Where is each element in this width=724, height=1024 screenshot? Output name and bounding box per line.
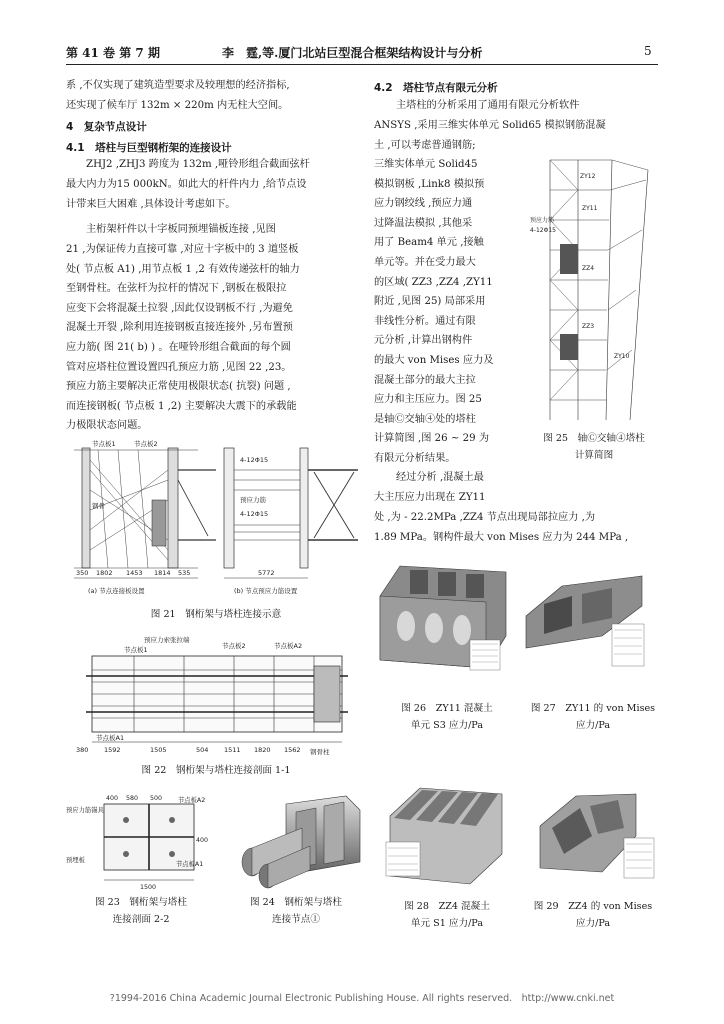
text-line: 混凝土部分的最大主拉 xyxy=(374,374,476,386)
fig25-label: ZY10 xyxy=(614,353,630,360)
caption-fig24 xyxy=(226,894,366,928)
left-intro xyxy=(66,76,366,115)
text-line: 混凝土开裂 ,除利用连接钢板直接连接外 ,另布置预 xyxy=(66,322,293,334)
figure-26-drawing xyxy=(376,556,518,686)
fig22-label: 节点板2 xyxy=(222,642,246,650)
fig22-label: 钢骨柱 xyxy=(310,748,330,756)
right-para1-narrow xyxy=(374,155,514,469)
figure-24 xyxy=(226,792,366,892)
text-line: 管对应塔柱位置设置四孔预应力筋 ,见图 22 ,23。 xyxy=(66,361,292,373)
caption-line: 图 24 钢桁架与塔柱 xyxy=(249,897,342,908)
text-line: 预应力筋主要解决正常使用极限状态( 抗裂) 问题 , xyxy=(66,381,291,393)
caption-line: 图 25 轴Ⓒ交轴④塔柱 xyxy=(543,433,645,444)
fig25-label: ZZ3 xyxy=(582,323,595,330)
figure-23-drawing xyxy=(66,792,216,892)
fig22-label: 节点板1 xyxy=(124,646,148,654)
text-line: 应力和主压应力。图 25 xyxy=(374,394,482,406)
fig21-dim: 5772 xyxy=(258,569,275,577)
fig22-label: 节点板A1 xyxy=(96,734,125,742)
fig21-node-label: 节点板2 xyxy=(134,440,158,448)
fig21-dim: 1453 xyxy=(126,569,143,577)
text-line: 过降温法模拟 ,其他采 xyxy=(374,217,473,229)
fig22-dim: 1592 xyxy=(104,746,121,754)
caption-fig23 xyxy=(66,894,216,928)
figure-29-drawing xyxy=(532,776,660,892)
text-line: ANSYS ,采用三维实体单元 Solid65 模拟钢筋混凝 xyxy=(374,120,606,131)
text-line: 元分析 ,计算出钢构件 xyxy=(374,335,473,347)
fig21-node-label: 节点板1 xyxy=(92,440,116,448)
copyright-footer: ?1994-2016 China Academic Journal Electronic Publishing House. All rights reserved. http://www.cnki.net xyxy=(109,993,615,1004)
fig25-label: ZY11 xyxy=(582,205,598,212)
fig25-label: 4-12Φ15 xyxy=(530,227,556,234)
text-line: 处 ,为 - 22.2MPa ,ZZ4 节点出现局部拉应力 ,为 xyxy=(374,512,596,523)
fig22-dim: 1505 xyxy=(150,746,167,754)
caption-line: 图 26 ZY11 混凝土 xyxy=(401,703,493,714)
text-line: 主塔柱的分析采用了通用有限元分析软件 xyxy=(396,100,580,111)
figure-21-drawing xyxy=(68,440,364,600)
text-line: 系 ,不仅实现了建筑造型要求及较理想的经济指标, xyxy=(66,80,290,91)
fig22-label: 预应力索张拉端 xyxy=(144,636,190,644)
fig23-dim: 1500 xyxy=(140,884,157,891)
caption-fig27 xyxy=(522,700,664,734)
page-number: 5 xyxy=(644,44,652,58)
caption-line: 图 29 ZZ4 的 von Mises xyxy=(533,901,653,912)
text-line: 应力筋( 图 21( b) ) 。在哑铃形组合截面的每个圆 xyxy=(66,341,291,353)
caption-fig21: 图 21 钢桁架与塔柱连接示意 xyxy=(150,609,282,620)
caption-line: 连接节点① xyxy=(272,914,320,925)
left-para2 xyxy=(66,240,366,436)
fig21-dim: 535 xyxy=(178,569,191,577)
caption-line: 图 28 ZZ4 混凝土 xyxy=(404,901,490,912)
caption-line: 应力/Pa xyxy=(575,720,611,731)
fig21-pre-label: 4-12Φ15 xyxy=(240,510,269,518)
text-line: 是轴Ⓒ交轴④处的塔柱 xyxy=(374,413,476,425)
text-line: 处( 节点板 A1) ,用节点板 1 ,2 有效传递弦杆的轴力 xyxy=(66,263,300,275)
text-line: 经过分析 ,混凝土最 xyxy=(396,472,484,483)
left-para1 xyxy=(86,155,366,175)
fig21-pre-label: 4-12Φ15 xyxy=(240,456,269,464)
caption-line: 单元 S1 应力/Pa xyxy=(410,918,484,929)
header-rule xyxy=(66,64,658,65)
fig23-dim: 500 xyxy=(150,795,163,802)
figure-27 xyxy=(522,556,660,686)
text-line: 土 ,可以考虑普通钢筋; xyxy=(374,139,476,151)
left-para2-first xyxy=(86,220,366,240)
fig22-dim: 1511 xyxy=(224,746,241,754)
section-heading-4: 4 复杂节点设计 xyxy=(66,121,147,133)
section-heading-4-2: 4.2 塔柱节点有限元分析 xyxy=(374,82,498,94)
text-line: 单元等。并在受力最大 xyxy=(374,256,476,268)
text-line: ZHJ2 ,ZHJ3 跨度为 132m ,哑铃形组合截面弦杆 xyxy=(86,159,310,170)
caption-fig28 xyxy=(376,898,518,932)
section-heading-4-1: 4.1 塔柱与巨型钢桁架的连接设计 xyxy=(66,142,232,154)
text-line: 模拟钢板 ,Link8 模拟预 xyxy=(374,178,485,190)
right-para2-full xyxy=(374,508,658,547)
caption-line: 应力/Pa xyxy=(575,918,611,929)
text-line: 的最大 von Mises 应力及 xyxy=(374,354,494,366)
text-line: 21 ,为保证传力直接可靠 ,对应十字板中的 3 道竖板 xyxy=(66,244,299,255)
text-line: 而连接钢板( 节点板 1 ,2) 主要解决大震下的承载能 xyxy=(66,400,297,412)
figure-25 xyxy=(530,150,658,426)
text-line: 至钢骨柱。在弦杆为拉杆的情况下 ,钢板在极限拉 xyxy=(66,283,287,295)
figure-25-drawing xyxy=(530,150,658,426)
caption-line: 连接剖面 2-2 xyxy=(112,914,170,925)
text-line: 计带来巨大困难 ,具体设计考虑如下。 xyxy=(66,198,236,210)
fig21-dim: 1814 xyxy=(154,569,171,577)
text-line: 还实现了候车厅 132m × 220m 内无柱大空间。 xyxy=(66,99,289,111)
fig22-label: 节点板A2 xyxy=(274,642,303,650)
text-line: 1.89 MPa。钢构件最大 von Mises 应力为 244 MPa , xyxy=(374,531,629,543)
caption-line: 单元 S3 应力/Pa xyxy=(410,720,484,731)
text-line: 附近 ,见图 25) 局部采用 xyxy=(374,296,486,308)
fig21-dim: 1802 xyxy=(96,569,113,577)
fig23-label: 预埋板 xyxy=(66,857,85,864)
figure-23 xyxy=(66,792,216,892)
running-title: 李 霆,等.厦门北站巨型混合框架结构设计与分析 xyxy=(222,46,483,60)
fig23-dim: 400 xyxy=(106,795,119,802)
caption-line: 计算简图 xyxy=(574,450,614,461)
fig21b-caption: (b) 节点预应力筋设置 xyxy=(234,587,298,595)
text-line: 用了 Beam4 单元 ,接触 xyxy=(374,237,484,249)
figure-28 xyxy=(380,776,510,892)
text-line: 应变下会将混凝土拉裂 ,因此仅设钢板不行 ,为避免 xyxy=(66,302,293,314)
right-para2-narrow-1 xyxy=(396,468,516,488)
caption-line: 图 27 ZY11 的 von Mises xyxy=(530,703,656,714)
text-line: 的区域( ZZ3 ,ZZ4 ,ZY11 xyxy=(374,276,493,288)
figure-24-drawing xyxy=(226,792,366,892)
figure-26 xyxy=(376,556,518,686)
fig21-pre-label: 预应力筋 xyxy=(240,496,266,504)
left-para1-cont xyxy=(66,175,366,214)
text-line: 计算简图 ,图 26 ~ 29 为 xyxy=(374,433,490,445)
fig23-dim: 580 xyxy=(126,795,139,802)
text-line: 非线性分析。通过有限 xyxy=(374,315,476,327)
text-line: 最大内力为15 000kN。如此大的杆件内力 ,给节点设 xyxy=(66,179,307,190)
right-para2-narrow-2 xyxy=(374,488,514,508)
fig23-label: 节点板A1 xyxy=(176,861,204,868)
caption-line: 图 23 钢桁架与塔柱 xyxy=(94,897,187,908)
text-line: 应力钢绞线 ,预应力通 xyxy=(374,198,473,210)
fig25-label: ZZ4 xyxy=(582,265,595,272)
fig21-dim: 350 xyxy=(76,569,89,577)
figure-22 xyxy=(74,636,366,756)
text-line: 力极限状态问题。 xyxy=(66,420,148,432)
caption-fig29 xyxy=(522,898,664,932)
fig22-dim: 504 xyxy=(196,746,209,754)
fig22-dim: 1820 xyxy=(254,746,271,754)
caption-fig22: 图 22 钢桁架与塔柱连接剖面 1-1 xyxy=(141,765,291,776)
text-line: 三维实体单元 Solid45 xyxy=(374,159,478,170)
fig25-label: ZY12 xyxy=(580,173,596,180)
fig23-label: 预应力筋锚具 xyxy=(66,807,104,814)
fig21-node-label: 钢骨 xyxy=(92,502,105,510)
text-line: 大主压应力出现在 ZY11 xyxy=(374,492,486,503)
fig23-dim: 400 xyxy=(196,837,209,844)
right-para1-first xyxy=(396,96,658,116)
fig23-label: 节点板A2 xyxy=(178,797,206,804)
fig22-dim: 1562 xyxy=(284,746,301,754)
caption-fig26 xyxy=(376,700,518,734)
caption-fig25 xyxy=(524,430,664,464)
figure-22-drawing xyxy=(74,636,366,756)
figure-27-drawing xyxy=(522,556,660,686)
text-line: 主桁架杆件以十字板同预埋锚板连接 ,见图 xyxy=(86,224,276,235)
figure-28-drawing xyxy=(380,776,510,892)
figure-21 xyxy=(68,440,364,600)
fig25-label: 预应力筋 xyxy=(530,217,555,224)
fig21a-caption: (a) 节点连接板设置 xyxy=(88,587,145,595)
text-line: 有限元分析结果。 xyxy=(374,452,456,464)
journal-volume: 第 41 卷 第 7 期 xyxy=(66,46,160,60)
figure-29 xyxy=(532,776,660,892)
fig22-dim: 380 xyxy=(76,746,89,754)
